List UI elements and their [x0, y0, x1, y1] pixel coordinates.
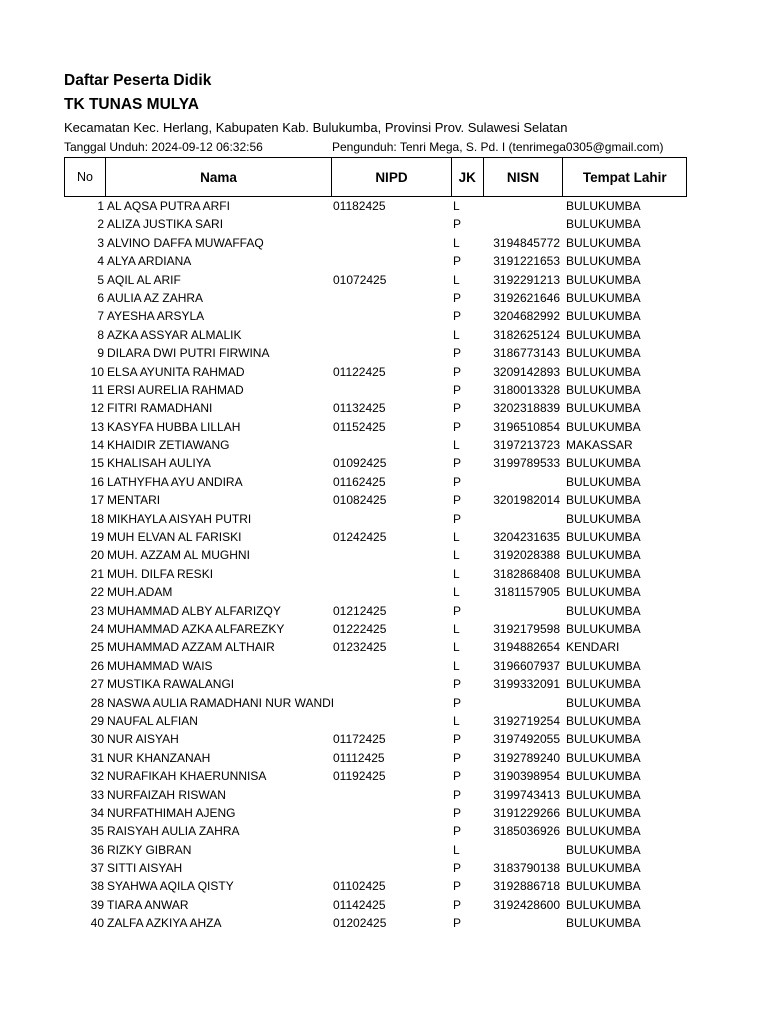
cell-nipd: 01122425	[333, 364, 386, 379]
cell-nama: MUHAMMAD AZZAM ALTHAIR	[107, 640, 275, 655]
table-row	[0, 639, 768, 657]
cell-nipd: 01182425	[333, 199, 386, 213]
cell-jk: L	[453, 842, 460, 857]
cell-nipd: 01102425	[333, 879, 386, 894]
cell-no: 5	[97, 272, 104, 287]
cell-jk: L	[453, 530, 460, 545]
cell-jk: P	[453, 805, 462, 820]
cell-no: 16	[90, 474, 104, 489]
download-date: Tanggal Unduh: 2024-09-12 06:32:56	[64, 140, 263, 154]
cell-nama: DILARA DWI PUTRI FIRWINA	[107, 346, 270, 361]
table-row	[0, 327, 768, 345]
cell-nisn: 3204682992	[493, 309, 560, 324]
table-row	[0, 695, 768, 713]
cell-nisn: 3192719254	[493, 713, 560, 728]
cell-nisn: 3199789533	[493, 456, 560, 471]
cell-nisn: 3190398954	[493, 769, 560, 784]
cell-nama: KASYFA HUBBA LILLAH	[107, 419, 241, 434]
cell-nisn: 3191229266	[493, 805, 560, 820]
table-row	[0, 308, 768, 326]
cell-nisn: 3194882654	[493, 640, 560, 655]
cell-no: 20	[90, 548, 104, 563]
cell-nipd: 01172425	[333, 732, 386, 747]
cell-jk: L	[453, 621, 460, 636]
cell-no: 19	[90, 530, 104, 545]
cell-no: 18	[90, 511, 104, 526]
cell-nama: ALIZA JUSTIKA SARI	[107, 217, 224, 232]
cell-no: 31	[90, 750, 104, 765]
school-name: TK TUNAS MULYA	[64, 96, 199, 113]
cell-tempat-lahir: BULUKUMBA	[566, 916, 641, 931]
table-row	[0, 290, 768, 308]
cell-nisn: 3192621646	[493, 290, 560, 305]
cell-no: 8	[97, 327, 104, 342]
cell-jk: P	[453, 346, 462, 361]
cell-nama: MENTARI	[107, 493, 161, 508]
cell-jk: P	[453, 732, 462, 747]
cell-no: 37	[90, 861, 104, 876]
cell-no: 22	[90, 585, 104, 600]
table-row	[0, 216, 768, 234]
cell-tempat-lahir: BULUKUMBA	[566, 713, 641, 728]
table-row	[0, 400, 768, 418]
column-header-jk: JK	[452, 158, 484, 196]
cell-no: 33	[90, 787, 104, 802]
location-line: Kecamatan Kec. Herlang, Kabupaten Kab. Bulukumba, Provinsi Prov. Sulawesi Selatan	[64, 120, 568, 135]
table-row	[0, 897, 768, 915]
cell-nisn: 3180013328	[493, 382, 560, 397]
cell-no: 14	[90, 438, 104, 453]
cell-tempat-lahir: BULUKUMBA	[566, 309, 641, 324]
cell-nama: KHALISAH AULIYA	[107, 456, 211, 471]
cell-tempat-lahir: BULUKUMBA	[566, 327, 641, 342]
cell-tempat-lahir: BULUKUMBA	[566, 530, 641, 545]
cell-no: 38	[90, 879, 104, 894]
cell-jk: P	[453, 916, 462, 931]
cell-nipd: 01082425	[333, 493, 387, 508]
cell-tempat-lahir: BULUKUMBA	[566, 787, 641, 802]
table-row	[0, 584, 768, 602]
cell-no: 29	[90, 713, 104, 728]
cell-tempat-lahir: BULUKUMBA	[566, 824, 641, 839]
cell-nisn: 3181157905	[494, 585, 560, 600]
cell-tempat-lahir: BULUKUMBA	[566, 658, 641, 673]
cell-nama: NURAFIKAH KHAERUNNISA	[107, 769, 267, 784]
cell-nipd: 01192425	[333, 769, 386, 784]
cell-no: 39	[90, 897, 104, 912]
cell-jk: P	[453, 474, 462, 489]
cell-nama: ALYA ARDIANA	[107, 254, 192, 269]
cell-no: 11	[91, 382, 104, 397]
cell-jk: P	[453, 456, 462, 471]
table-row	[0, 419, 768, 437]
cell-nama: NURFAIZAH RISWAN	[107, 787, 226, 802]
cell-nama: ZALFA AZKIYA AHZA	[107, 916, 222, 931]
table-header	[64, 157, 687, 197]
cell-no: 30	[90, 732, 104, 747]
cell-nisn: 3183790138	[493, 861, 560, 876]
cell-jk: L	[453, 566, 460, 581]
cell-nama: MUSTIKA RAWALANGI	[107, 677, 235, 692]
table-row	[0, 713, 768, 731]
cell-tempat-lahir: BULUKUMBA	[566, 364, 641, 379]
table-row	[0, 455, 768, 473]
cell-nisn: 3192886718	[493, 879, 560, 894]
cell-tempat-lahir: BULUKUMBA	[566, 254, 641, 269]
cell-jk: P	[453, 787, 462, 802]
cell-tempat-lahir: BULUKUMBA	[566, 217, 641, 232]
cell-nisn: 3201982014	[493, 493, 560, 508]
cell-nama: TIARA ANWAR	[107, 897, 189, 912]
cell-tempat-lahir: BULUKUMBA	[566, 732, 641, 747]
cell-no: 34	[90, 805, 104, 820]
cell-nama: MUHAMMAD ALBY ALFARIZQY	[107, 603, 281, 618]
cell-nisn: 3191221653	[493, 254, 560, 269]
table-row	[0, 860, 768, 878]
table-row	[0, 878, 768, 896]
cell-jk: L	[453, 327, 460, 342]
cell-nisn: 3192291213	[493, 272, 560, 287]
cell-jk: P	[453, 493, 462, 508]
cell-nipd: 01162425	[333, 474, 386, 489]
cell-no: 40	[90, 916, 104, 931]
cell-tempat-lahir: MAKASSAR	[566, 438, 633, 453]
cell-no: 35	[90, 824, 104, 839]
table-row	[0, 345, 768, 363]
cell-nama: AL AQSA PUTRA ARFI	[107, 199, 230, 213]
table-row	[0, 787, 768, 805]
table-row	[0, 842, 768, 860]
cell-nisn: 3199743413	[493, 787, 560, 802]
cell-nipd: 01152425	[333, 419, 386, 434]
cell-no: 26	[90, 658, 104, 673]
cell-nisn: 3186773143	[493, 346, 560, 361]
table-row	[0, 511, 768, 529]
cell-tempat-lahir: BULUKUMBA	[566, 382, 641, 397]
table-row	[0, 603, 768, 621]
cell-nama: MUH ELVAN AL FARISKI	[107, 530, 242, 545]
cell-nama: MUHAMMAD WAIS	[107, 658, 213, 673]
cell-jk: L	[453, 585, 460, 600]
downloader: Pengunduh: Tenri Mega, S. Pd. I (tenrimega0305@gmail.com)	[332, 140, 664, 154]
cell-nama: LATHYFHA AYU ANDIRA	[107, 474, 243, 489]
cell-nisn: 3196510854	[493, 419, 560, 434]
cell-nama: MUH. AZZAM AL MUGHNI	[107, 548, 250, 563]
cell-nama: NASWA AULIA RAMADHANI NUR WANDI	[107, 695, 335, 710]
cell-nipd: 01222425	[333, 621, 387, 636]
cell-nisn: 3185036926	[493, 824, 560, 839]
cell-nisn: 3192028388	[493, 548, 560, 563]
cell-nipd: 01242425	[333, 530, 387, 545]
table-row	[0, 235, 768, 253]
column-header-nipd: NIPD	[332, 158, 452, 196]
cell-nama: MUHAMMAD AZKA ALFAREZKY	[107, 621, 285, 636]
table-row	[0, 676, 768, 694]
cell-nipd: 01072425	[333, 272, 387, 287]
column-header-nama: Nama	[106, 158, 332, 196]
cell-tempat-lahir: BULUKUMBA	[566, 585, 641, 600]
cell-jk: P	[453, 511, 462, 526]
cell-jk: P	[453, 879, 462, 894]
cell-nama: MUH. DILFA RESKI	[107, 566, 214, 581]
table-row	[0, 547, 768, 565]
cell-no: 4	[97, 254, 104, 269]
cell-nama: ELSA AYUNITA RAHMAD	[107, 364, 245, 379]
cell-tempat-lahir: BULUKUMBA	[566, 511, 641, 526]
cell-nama: AZKA ASSYAR ALMALIK	[107, 327, 242, 342]
cell-nama: NUR KHANZANAH	[107, 750, 211, 765]
cell-nisn: 3182868408	[493, 566, 560, 581]
table-row	[0, 382, 768, 400]
cell-jk: P	[453, 695, 462, 710]
table-row	[0, 768, 768, 786]
cell-jk: L	[453, 199, 460, 213]
cell-jk: P	[453, 254, 462, 269]
cell-jk: P	[453, 290, 462, 305]
cell-tempat-lahir: BULUKUMBA	[566, 805, 641, 820]
cell-no: 15	[90, 456, 104, 471]
cell-no: 27	[90, 677, 104, 692]
cell-jk: P	[453, 861, 462, 876]
cell-tempat-lahir: BULUKUMBA	[566, 493, 641, 508]
cell-nipd: 01202425	[333, 916, 387, 931]
cell-no: 7	[97, 309, 104, 324]
cell-nisn: 3192179598	[493, 621, 560, 636]
table-row	[0, 198, 768, 216]
cell-nisn: 3192789240	[493, 750, 560, 765]
cell-tempat-lahir: BULUKUMBA	[566, 548, 641, 563]
table-row	[0, 750, 768, 768]
cell-tempat-lahir: BULUKUMBA	[566, 235, 641, 250]
cell-jk: L	[453, 713, 460, 728]
cell-nisn: 3204231635	[493, 530, 560, 545]
cell-jk: P	[453, 603, 462, 618]
cell-nipd: 01212425	[333, 603, 387, 618]
table-row	[0, 272, 768, 290]
cell-nisn: 3196607937	[493, 658, 560, 673]
cell-no: 36	[90, 842, 104, 857]
cell-nipd: 01112425	[333, 750, 385, 765]
cell-nama: AYESHA ARSYLA	[107, 309, 205, 324]
cell-tempat-lahir: BULUKUMBA	[566, 566, 641, 581]
cell-tempat-lahir: BULUKUMBA	[566, 603, 641, 618]
cell-jk: L	[453, 438, 460, 453]
cell-no: 6	[97, 290, 104, 305]
cell-nama: NUR AISYAH	[107, 732, 179, 747]
cell-no: 10	[90, 364, 104, 379]
cell-jk: L	[453, 272, 460, 287]
cell-tempat-lahir: BULUKUMBA	[566, 695, 641, 710]
cell-jk: L	[453, 548, 460, 563]
cell-no: 3	[97, 235, 104, 250]
cell-nipd: 01232425	[333, 640, 387, 655]
table-row	[0, 621, 768, 639]
table-row	[0, 731, 768, 749]
cell-tempat-lahir: BULUKUMBA	[566, 750, 641, 765]
cell-tempat-lahir: BULUKUMBA	[566, 199, 641, 213]
table-row	[0, 253, 768, 271]
cell-jk: L	[453, 640, 460, 655]
table-body	[0, 198, 768, 934]
cell-tempat-lahir: BULUKUMBA	[566, 346, 641, 361]
cell-jk: P	[453, 309, 462, 324]
cell-no: 28	[90, 695, 104, 710]
cell-nama: RIZKY GIBRAN	[107, 842, 192, 857]
cell-nisn: 3199332091	[493, 677, 560, 692]
cell-nisn: 3182625124	[493, 327, 560, 342]
cell-jk: L	[453, 658, 460, 673]
cell-no: 17	[90, 493, 104, 508]
cell-jk: P	[453, 419, 462, 434]
cell-tempat-lahir: BULUKUMBA	[566, 474, 641, 489]
cell-nama: NURFATHIMAH AJENG	[107, 805, 236, 820]
cell-nama: MIKHAYLA AISYAH PUTRI	[107, 511, 252, 526]
table-row	[0, 437, 768, 455]
cell-tempat-lahir: BULUKUMBA	[566, 272, 641, 287]
cell-jk: P	[453, 750, 462, 765]
table-row	[0, 658, 768, 676]
cell-nama: AULIA AZ ZAHRA	[107, 290, 204, 305]
cell-jk: P	[453, 824, 462, 839]
cell-no: 21	[90, 566, 104, 581]
cell-nisn: 3192428600	[493, 897, 560, 912]
cell-tempat-lahir: BULUKUMBA	[566, 769, 641, 784]
cell-nisn: 3197492055	[493, 732, 560, 747]
cell-no: 32	[90, 769, 104, 784]
cell-jk: P	[453, 677, 462, 692]
cell-nisn: 3197213723	[493, 438, 560, 453]
document-title: Daftar Peserta Didik	[64, 72, 212, 89]
column-header-no: No	[65, 158, 106, 196]
table-row	[0, 529, 768, 547]
cell-nama: MUH.ADAM	[107, 585, 173, 600]
cell-nama: RAISYAH AULIA ZAHRA	[107, 824, 240, 839]
cell-no: 24	[90, 621, 104, 636]
cell-nama: NAUFAL ALFIAN	[107, 713, 198, 728]
cell-jk: P	[453, 382, 462, 397]
cell-tempat-lahir: BULUKUMBA	[566, 456, 641, 471]
cell-nama: SYAHWA AQILA QISTY	[107, 879, 234, 894]
column-header-tempat-lahir: Tempat Lahir	[582, 169, 667, 185]
cell-tempat-lahir: BULUKUMBA	[566, 861, 641, 876]
cell-no: 9	[97, 346, 104, 361]
table-row	[0, 364, 768, 382]
cell-jk: P	[453, 401, 462, 416]
cell-nama: KHAIDIR ZETIAWANG	[107, 438, 230, 453]
cell-no: 2	[97, 217, 104, 232]
table-row	[0, 492, 768, 510]
cell-jk: P	[453, 364, 462, 379]
cell-no: 25	[90, 640, 104, 655]
cell-nisn: 3209142893	[493, 364, 560, 379]
cell-jk: P	[453, 769, 462, 784]
cell-jk: P	[453, 217, 462, 232]
cell-nama: AQIL AL ARIF	[107, 272, 181, 287]
cell-no: 12	[90, 401, 104, 416]
cell-tempat-lahir: BULUKUMBA	[566, 290, 641, 305]
cell-nipd: 01092425	[333, 456, 387, 471]
cell-tempat-lahir: BULUKUMBA	[566, 842, 641, 857]
cell-nipd: 01132425	[333, 401, 386, 416]
cell-nisn: 3202318839	[493, 401, 560, 416]
cell-no: 23	[90, 603, 104, 618]
cell-nipd: 01142425	[333, 897, 386, 912]
cell-tempat-lahir: BULUKUMBA	[566, 401, 641, 416]
cell-nama: FITRI RAMADHANI	[107, 401, 213, 416]
cell-jk: P	[453, 897, 462, 912]
table-row	[0, 915, 768, 933]
cell-tempat-lahir: KENDARI	[566, 640, 620, 655]
cell-nisn: 3194845772	[493, 235, 560, 250]
cell-tempat-lahir: BULUKUMBA	[566, 879, 641, 894]
cell-nama: SITTI AISYAH	[107, 861, 183, 876]
cell-nama: ALVINO DAFFA MUWAFFAQ	[107, 235, 264, 250]
cell-tempat-lahir: BULUKUMBA	[566, 419, 641, 434]
table-row	[0, 823, 768, 841]
cell-tempat-lahir: BULUKUMBA	[566, 677, 641, 692]
cell-tempat-lahir: BULUKUMBA	[566, 621, 641, 636]
column-header-nisn: NISN	[484, 158, 564, 196]
cell-jk: L	[453, 235, 460, 250]
table-row	[0, 566, 768, 584]
cell-no: 1	[97, 199, 104, 213]
table-row	[0, 474, 768, 492]
table-row	[0, 805, 768, 823]
cell-tempat-lahir: BULUKUMBA	[566, 897, 641, 912]
cell-no: 13	[90, 419, 104, 434]
cell-nama: ERSI AURELIA RAHMAD	[107, 382, 244, 397]
